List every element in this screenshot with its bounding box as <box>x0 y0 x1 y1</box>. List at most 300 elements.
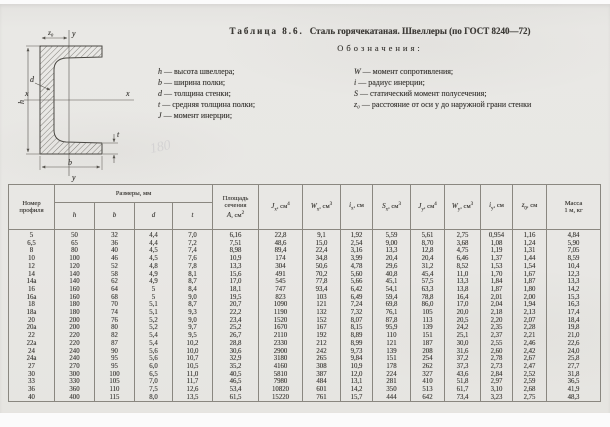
profile-number-cell: 20 <box>9 317 55 325</box>
table-cell: 15,3 <box>547 294 601 302</box>
table-cell: 1,92 <box>341 230 373 240</box>
table-row <box>9 386 601 394</box>
table-cell: 36,5 <box>547 378 601 386</box>
table-cell: 14,2 <box>547 286 601 294</box>
table-cell: 4,5 <box>135 255 173 263</box>
table-cell: 15,0 <box>303 240 341 248</box>
table-cell: 14,2 <box>341 386 373 394</box>
table-cell: 18,1 <box>213 286 259 294</box>
table-cell: 2,18 <box>481 309 513 317</box>
table-cell: 350 <box>373 386 411 394</box>
profile-number-cell: 16 <box>9 286 55 294</box>
table-cell: 19,5 <box>213 294 259 302</box>
table-cell: 46 <box>95 255 135 263</box>
table-cell: 220 <box>55 340 95 348</box>
profile-number-cell: 40 <box>9 394 55 402</box>
table-cell: 36 <box>95 240 135 248</box>
table-cell: 68 <box>95 294 135 302</box>
table-cell: 10,7 <box>173 355 213 363</box>
table-cell: 7,2 <box>173 240 213 248</box>
profile-number-cell: 33 <box>9 378 55 386</box>
table-cell: 9,84 <box>341 355 373 363</box>
table-cell: 50,6 <box>303 263 341 271</box>
table-cell: 3,23 <box>481 394 513 402</box>
table-cell: 5,60 <box>341 271 373 279</box>
table-cell: 46,5 <box>213 378 259 386</box>
table-row <box>9 324 601 332</box>
table-cell: 95,9 <box>373 324 411 332</box>
table-cell: 26,7 <box>213 332 259 340</box>
profile-number-cell: 14а <box>9 278 55 286</box>
table-cell: 2,73 <box>481 363 513 371</box>
table-cell: 491 <box>259 271 303 279</box>
profile-number-cell: 16а <box>9 294 55 302</box>
table-cell: 1520 <box>259 317 303 325</box>
table-cell: 1,31 <box>513 247 547 255</box>
table-cell: 2,01 <box>481 294 513 302</box>
table-cell: 5,1 <box>135 309 173 317</box>
table-cell: 62 <box>95 278 135 286</box>
table-cell: 192 <box>303 332 341 340</box>
table-cell: 160 <box>55 286 95 294</box>
column-header-area: Площадь сечения А, $см^2$ <box>213 185 259 230</box>
table-cell: 1,08 <box>481 240 513 248</box>
table-cell: 64 <box>95 286 135 294</box>
column-header: Масса 1 м, кг <box>547 185 601 230</box>
table-cell: 1,16 <box>513 230 547 240</box>
table-cell: 1,80 <box>513 286 547 294</box>
table-row <box>9 309 601 317</box>
table-cell: 113 <box>411 317 445 325</box>
table-cell: 12,6 <box>173 386 213 394</box>
table-cell: 2,84 <box>481 371 513 379</box>
profile-number-cell: 22а <box>9 340 55 348</box>
table-cell: 1,44 <box>513 255 547 263</box>
table-body <box>9 230 601 402</box>
table-cell: 4,78 <box>341 263 373 271</box>
table-cell: 761 <box>303 394 341 402</box>
table-cell: 9,0 <box>173 294 213 302</box>
table-cell: 281 <box>373 378 411 386</box>
table-cell: 120 <box>55 263 95 271</box>
legend-title: Обозначения: <box>337 43 423 53</box>
table-row <box>9 340 601 348</box>
table-cell: 20,5 <box>445 317 481 325</box>
table-cell: 180 <box>55 301 95 309</box>
table-cell: 37,3 <box>445 363 481 371</box>
table-cell: 4,5 <box>135 247 173 255</box>
table-cell: 6,0 <box>135 363 173 371</box>
table-row <box>9 230 601 240</box>
table-cell: 3,68 <box>445 240 481 248</box>
table-cell: 121 <box>303 301 341 309</box>
legend-item: d — толщина стенки; <box>158 89 231 98</box>
t-label: t <box>117 130 120 139</box>
table-cell: 80 <box>95 324 135 332</box>
table-cell: 444 <box>373 394 411 402</box>
table-cell: 34,8 <box>303 255 341 263</box>
table-cell: 1,84 <box>481 278 513 286</box>
z0-label: z₀ <box>48 28 54 37</box>
table-cell: 262 <box>411 363 445 371</box>
table-cell: 304 <box>259 263 303 271</box>
table-cell: 7,51 <box>213 240 259 248</box>
table-cell: 2,00 <box>513 294 547 302</box>
table-cell: 1,53 <box>481 263 513 271</box>
table-cell: 1090 <box>259 301 303 309</box>
profile-number-cell: 36 <box>9 386 55 394</box>
table-cell: 8,59 <box>547 255 601 263</box>
table-cell: 13,3 <box>547 278 601 286</box>
profile-number-cell: 10 <box>9 255 55 263</box>
table-cell: 7,6 <box>173 255 213 263</box>
table-cell: 10820 <box>259 386 303 394</box>
table-cell: 4160 <box>259 363 303 371</box>
table-row <box>9 271 601 279</box>
table-cell: 152 <box>303 317 341 325</box>
table-number-label: Таблица 8.6. <box>229 26 304 36</box>
table-cell: 15,7 <box>341 394 373 402</box>
table-cell: 2,67 <box>513 355 547 363</box>
table-cell: 61,7 <box>445 386 481 394</box>
table-cell: 5,6 <box>135 348 173 356</box>
table-cell: 7,32 <box>341 309 373 317</box>
d-label: d <box>30 75 34 84</box>
table-cell: 45,4 <box>411 271 445 279</box>
column-group-sizes: Размеры, мм <box>55 185 213 203</box>
profile-number-cell: 27 <box>9 363 55 371</box>
table-cell: 12,8 <box>411 247 445 255</box>
table-row <box>9 240 601 248</box>
table-cell: 13,3 <box>373 247 411 255</box>
table-cell: 400 <box>55 394 95 402</box>
table-cell: 27,7 <box>547 363 601 371</box>
table-row <box>9 363 601 371</box>
y-axis-label-top: y <box>72 29 76 38</box>
table-cell: 1,37 <box>481 255 513 263</box>
legend-item: b — ширина полки; <box>158 78 226 87</box>
table-row <box>9 278 601 286</box>
table-cell: 63,3 <box>411 286 445 294</box>
table-cell: 601 <box>303 386 341 394</box>
table-cell: 6,46 <box>445 255 481 263</box>
table-cell: 2,04 <box>481 301 513 309</box>
table-cell: 95 <box>95 363 135 371</box>
table-cell: 8,4 <box>173 286 213 294</box>
table-cell: 9,7 <box>173 324 213 332</box>
table-cell: 140 <box>55 271 95 279</box>
table-cell: 25,1 <box>445 332 481 340</box>
column-header-size: t <box>173 203 213 230</box>
table-cell: 8,89 <box>341 332 373 340</box>
table-cell: 208 <box>411 348 445 356</box>
table-cell: 8,07 <box>341 317 373 325</box>
table-cell: 224 <box>373 371 411 379</box>
table-cell: 52 <box>95 263 135 271</box>
table-row <box>9 301 601 309</box>
profile-number-cell: 20а <box>9 324 55 332</box>
table-cell: 40,5 <box>213 371 259 379</box>
channel-drawing <box>12 24 154 184</box>
table-cell: 17,0 <box>445 301 481 309</box>
table-cell: 2,75 <box>445 230 481 240</box>
table-cell: 642 <box>411 394 445 402</box>
table-cell: 132 <box>303 309 341 317</box>
table-cell: 7,4 <box>173 247 213 255</box>
table-cell: 5,59 <box>373 230 411 240</box>
table-cell: 4,84 <box>547 230 601 240</box>
table-cell: 8,7 <box>173 301 213 309</box>
table-row <box>9 348 601 356</box>
x-axis-label-right: x <box>126 89 130 98</box>
table-cell: 8,52 <box>445 263 481 271</box>
column-header: $J_y$, $см^4$ <box>411 185 445 230</box>
table-cell: 105 <box>411 309 445 317</box>
table-cell: 8,99 <box>341 340 373 348</box>
table-cell: 360 <box>55 386 95 394</box>
title-block <box>158 26 602 53</box>
table-cell: 30,6 <box>213 348 259 356</box>
table-cell: 22,6 <box>547 340 601 348</box>
table-cell: 8,7 <box>173 278 213 286</box>
table-cell: 5 <box>135 294 173 302</box>
table-cell: 22,8 <box>259 230 303 240</box>
table-cell: 51,8 <box>445 378 481 386</box>
table-cell: 387 <box>303 371 341 379</box>
table-cell: 140 <box>55 278 95 286</box>
table-cell: 10,5 <box>173 363 213 371</box>
table-cell: 110 <box>373 332 411 340</box>
table-cell: 270 <box>55 363 95 371</box>
table-cell: 3,16 <box>341 247 373 255</box>
column-header: $S_x$, $см^3$ <box>373 185 411 230</box>
table-cell: 77,8 <box>303 278 341 286</box>
table-cell: 9,5 <box>173 332 213 340</box>
table-cell: 545 <box>259 278 303 286</box>
pencil-annotation: 180 <box>148 137 173 158</box>
table-cell: 17,0 <box>213 278 259 286</box>
table-cell: 40 <box>95 247 135 255</box>
table-cell: 87 <box>95 340 135 348</box>
table-cell: 1190 <box>259 309 303 317</box>
table-cell: 8,70 <box>411 240 445 248</box>
table-cell: 10,0 <box>173 348 213 356</box>
table-cell: 12,0 <box>341 371 373 379</box>
table-cell: 105 <box>95 378 135 386</box>
table-cell: 2,52 <box>513 371 547 379</box>
table-cell: 2,68 <box>513 386 547 394</box>
table-cell: 20,0 <box>445 309 481 317</box>
table-cell: 2,28 <box>513 324 547 332</box>
channels-table <box>8 184 601 402</box>
column-header-size: h <box>55 203 95 230</box>
table-cell: 300 <box>55 371 95 379</box>
profile-number-cell: 6,5 <box>9 240 55 248</box>
table-cell: 2,20 <box>481 317 513 325</box>
table-cell: 13,3 <box>445 278 481 286</box>
table-cell: 24,0 <box>547 348 601 356</box>
table-row <box>9 317 601 325</box>
table-cell: 7,8 <box>173 263 213 271</box>
table-cell: 10,4 <box>547 263 601 271</box>
table-cell: 5,61 <box>411 230 445 240</box>
table-header <box>9 185 601 230</box>
table-cell: 212 <box>303 340 341 348</box>
column-header: $W_x$, $см^3$ <box>303 185 341 230</box>
table-cell: 5,2 <box>135 317 173 325</box>
table-cell: 15220 <box>259 394 303 402</box>
table-cell: 13,8 <box>445 286 481 294</box>
table-cell: 1,67 <box>513 271 547 279</box>
table-cell: 31,8 <box>547 371 601 379</box>
table-cell: 2900 <box>259 348 303 356</box>
table-cell: 1,87 <box>481 286 513 294</box>
table-cell: 180 <box>55 309 95 317</box>
table-cell: 22,4 <box>303 247 341 255</box>
table-cell: 82 <box>95 332 135 340</box>
table-cell: 21,0 <box>547 332 601 340</box>
table-cell: 2,37 <box>481 332 513 340</box>
table-row <box>9 332 601 340</box>
table-wrap <box>8 184 601 402</box>
table-cell: 242 <box>303 348 341 356</box>
table-cell: 121 <box>373 340 411 348</box>
legend-right <box>354 66 574 121</box>
table-cell: 240 <box>55 355 95 363</box>
table-cell: 28,8 <box>213 340 259 348</box>
column-header: $z_0$, см <box>513 185 547 230</box>
table-cell: 8,15 <box>341 324 373 332</box>
table-cell: 40,8 <box>373 271 411 279</box>
profile-number-cell: 12 <box>9 263 55 271</box>
column-header-size: b <box>95 203 135 230</box>
table-cell: 167 <box>303 324 341 332</box>
table-cell: 13,5 <box>173 394 213 402</box>
table-cell: 22,2 <box>213 309 259 317</box>
table-cell: 151 <box>373 355 411 363</box>
table-cell: 3,10 <box>481 386 513 394</box>
table-cell: 240 <box>55 348 95 356</box>
table-cell: 0,954 <box>481 230 513 240</box>
profile-number-cell: 14 <box>9 271 55 279</box>
table-cell: 90 <box>95 348 135 356</box>
table-cell: 174 <box>259 255 303 263</box>
table-cell: 54,1 <box>373 286 411 294</box>
table-cell: 80 <box>55 247 95 255</box>
table-cell: 73,4 <box>445 394 481 402</box>
table-cell: 89,4 <box>259 247 303 255</box>
profile-number-cell: 22 <box>9 332 55 340</box>
table-cell: 6,49 <box>341 294 373 302</box>
table-row <box>9 378 601 386</box>
table-cell: 2,78 <box>481 355 513 363</box>
table-cell: 78,8 <box>411 294 445 302</box>
table-cell: 43,6 <box>445 371 481 379</box>
legend-item: h — высота швеллера; <box>158 67 235 76</box>
table-cell: 23,4 <box>213 317 259 325</box>
table-row <box>9 263 601 271</box>
table-cell: 151 <box>411 332 445 340</box>
table-cell: 2,54 <box>341 240 373 248</box>
table-cell: 74 <box>95 309 135 317</box>
table-cell: 7980 <box>259 378 303 386</box>
table-cell: 2330 <box>259 340 303 348</box>
profile-number-cell: 18 <box>9 301 55 309</box>
table-cell: 2110 <box>259 332 303 340</box>
table-cell: 93,4 <box>303 286 341 294</box>
table-cell: 4,4 <box>135 230 173 240</box>
table-cell: 1,87 <box>513 278 547 286</box>
channel-section-diagram <box>12 24 154 184</box>
table-cell: 9,73 <box>341 348 373 356</box>
table-cell: 8,98 <box>213 247 259 255</box>
table-cell: 11,7 <box>173 378 213 386</box>
table-cell: 70,2 <box>303 271 341 279</box>
legend <box>158 66 602 121</box>
table-title-text: Сталь горячекатаная. Швеллеры (по ГОСТ 8240—72) <box>309 26 531 36</box>
table-cell: 2,21 <box>513 332 547 340</box>
table-cell: 18,4 <box>547 317 601 325</box>
table-cell: 3180 <box>259 355 303 363</box>
table-cell: 1,24 <box>513 240 547 248</box>
scan-page <box>0 4 610 413</box>
table-cell: 37,2 <box>445 355 481 363</box>
table-cell: 410 <box>411 378 445 386</box>
table-cell: 9,1 <box>303 230 341 240</box>
legend-item: i — радиус инерции; <box>354 78 425 87</box>
table-cell: 1,54 <box>513 263 547 271</box>
table-cell: 1670 <box>259 324 303 332</box>
table-cell: 5,2 <box>135 324 173 332</box>
table-cell: 100 <box>55 255 95 263</box>
table-cell: 48,6 <box>259 240 303 248</box>
table-cell: 25,8 <box>547 355 601 363</box>
table-cell: 2,35 <box>481 324 513 332</box>
table-cell: 2,97 <box>481 378 513 386</box>
table-cell: 6,16 <box>213 230 259 240</box>
table-row <box>9 286 601 294</box>
table-cell: 2,42 <box>513 348 547 356</box>
table-cell: 4,8 <box>135 263 173 271</box>
table-cell: 53,4 <box>213 386 259 394</box>
table-cell: 7,05 <box>547 247 601 255</box>
profile-number-cell: 8 <box>9 247 55 255</box>
table-cell: 4,9 <box>135 278 173 286</box>
legend-item: W — момент сопротивления; <box>354 67 454 76</box>
table-cell: 95 <box>95 355 135 363</box>
table-cell: 15,6 <box>213 271 259 279</box>
table-cell: 9,00 <box>373 240 411 248</box>
h-label: h <box>17 100 26 104</box>
table-cell: 330 <box>55 378 95 386</box>
table-cell: 4,75 <box>445 247 481 255</box>
table-cell: 16,3 <box>547 301 601 309</box>
table-cell: 1,94 <box>513 301 547 309</box>
table-cell: 100 <box>95 371 135 379</box>
column-header-profile: Номер профиля <box>9 185 55 230</box>
table-row <box>9 247 601 255</box>
table-cell: 76 <box>95 317 135 325</box>
table-cell: 30,0 <box>445 340 481 348</box>
table-cell: 200 <box>55 317 95 325</box>
table-cell: 50 <box>55 230 95 240</box>
table-cell: 2,55 <box>481 340 513 348</box>
table-cell: 13,3 <box>213 263 259 271</box>
x-axis-label-left: x <box>25 89 29 98</box>
table-cell: 5,90 <box>547 240 601 248</box>
table-cell: 8,1 <box>173 271 213 279</box>
table-cell: 3,99 <box>341 255 373 263</box>
